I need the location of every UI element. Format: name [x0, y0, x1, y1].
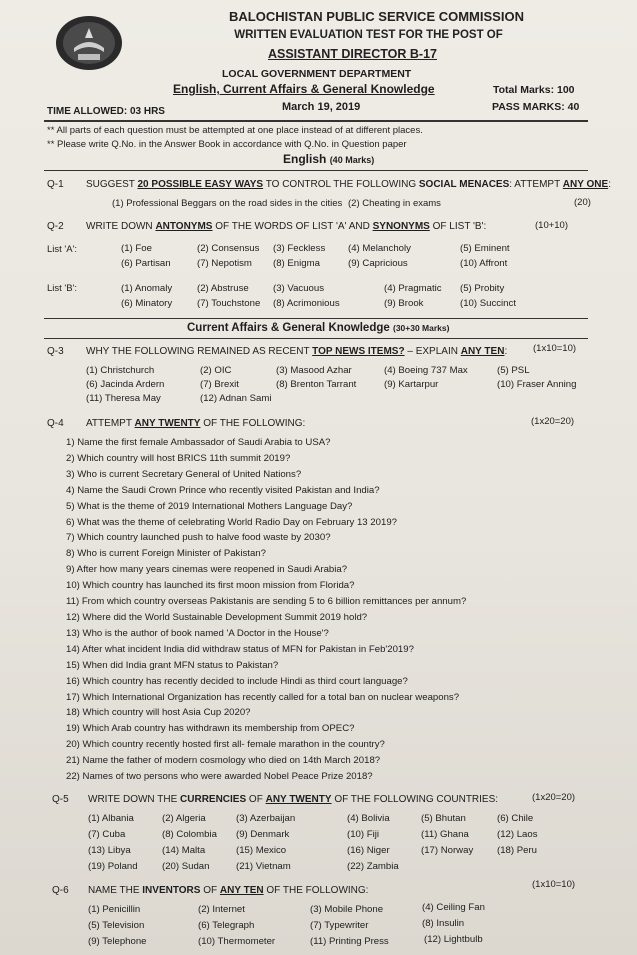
list-a-item: (8) Enigma — [273, 258, 320, 269]
q4-question: 21) Name the father of modern cosmology who died on 14th March 2018? — [66, 755, 381, 767]
q4-question: 11) From which country overseas Pakistanis are sending 5 to 6 billion remittances per annum? — [66, 596, 467, 608]
q5-item: (6) Chile — [497, 813, 534, 824]
list-b-item: (5) Probity — [460, 283, 505, 294]
q5-item: (5) Bhutan — [421, 813, 466, 824]
q6-item: (2) Internet — [198, 904, 245, 915]
q6-item: (9) Telephone — [88, 936, 147, 947]
q3-item: (11) Theresa May — [86, 393, 161, 404]
q3-item: (6) Jacinda Ardern — [86, 379, 165, 390]
q5-item: (2) Algeria — [162, 813, 206, 824]
q5-item: (17) Norway — [421, 845, 474, 856]
list-a-item: (6) Partisan — [121, 258, 171, 269]
q4-marks: (1x20=20) — [531, 416, 575, 427]
q1-number: Q-1 — [47, 179, 64, 190]
list-a-item: (1) Foe — [121, 243, 152, 254]
q4-question: 2) Which country will host BRICS 11th summit 2019? — [66, 452, 291, 464]
q3-number: Q-3 — [47, 346, 64, 357]
q4-question: 1) Name the first female Ambassador of Saudi Arabia to USA? — [66, 437, 331, 448]
q5-marks: (1x20=20) — [532, 792, 576, 803]
list-b-item: (9) Brook — [384, 298, 424, 309]
list-b-item: (4) Pragmatic — [384, 283, 442, 294]
ca-divider — [44, 338, 588, 339]
q4-question: 22) Names of two persons who were awarded Nobel Peace Prize 2018? — [66, 771, 373, 783]
q4-question: 9) After how many years cinemas were reopened in Saudi Arabia? — [66, 564, 348, 576]
q4-question: 13) Who is the author of book named 'A Doctor in the House'? — [66, 627, 329, 639]
q6-item: (4) Ceiling Fan — [422, 902, 485, 913]
q6-item: (6) Telegraph — [198, 920, 255, 931]
q4-question: 5) What is the theme of 2019 International Mothers Language Day? — [66, 500, 353, 512]
list-b-item: (6) Minatory — [121, 298, 173, 309]
q4-question: 17) Which International Organization has recently called for a total ban on nuclear weapons? — [66, 691, 460, 703]
list-a-item: (9) Capricious — [348, 258, 408, 269]
list-a-item: (2) Consensus — [197, 243, 260, 254]
q4-question: 7) Which country launched push to halve food waste by 2030? — [66, 532, 331, 544]
list-b-item: (3) Vacuous — [273, 283, 325, 294]
q5-item: (18) Peru — [497, 845, 537, 856]
q4-question: 3) Who is current Secretary General of United Nations? — [66, 468, 302, 480]
q4-question: 8) Who is current Foreign Minister of Pakistan? — [66, 548, 266, 560]
total-marks: Total Marks: 100 — [493, 84, 575, 96]
list-b-item: (8) Acrimonious — [273, 298, 340, 309]
header-divider — [44, 120, 588, 122]
q4-question: 19) Which Arab country has withdrawn its membership from OPEC? — [66, 723, 355, 735]
q3-item: (2) OIC — [200, 365, 232, 376]
instruction-1: ** All parts of each question must be attempted at one place instead of at different places. — [47, 125, 423, 136]
section-ca-title: Current Affairs & General Knowledge (30+30 Marks) — [187, 322, 450, 334]
q4-question: 20) Which country recently hosted first all- female marathon in the country? — [66, 739, 385, 751]
q3-item: (1) Christchurch — [86, 365, 155, 376]
q5-item: (20) Sudan — [162, 861, 210, 872]
q6-item: (5) Television — [88, 920, 145, 931]
q5-item: (7) Cuba — [88, 829, 126, 840]
q4-question: 16) Which country has recently decided to include Hindi as third court language? — [66, 675, 408, 687]
q5-item: (22) Zambia — [347, 861, 399, 872]
q6-number: Q-6 — [52, 885, 69, 896]
q2-number: Q-2 — [47, 221, 64, 232]
ca-top-divider — [44, 318, 588, 319]
q1-option-1: (1) Professional Beggars on the road sides in the cities — [112, 198, 343, 209]
post-title: ASSISTANT DIRECTOR B-17 — [267, 47, 437, 61]
q5-item: (12) Laos — [497, 829, 538, 840]
q3-item: (3) Masood Azhar — [276, 365, 352, 376]
paper-title: English, Current Affairs & General Knowledge — [173, 82, 435, 96]
q5-number: Q-5 — [52, 794, 69, 805]
q3-text: WHY THE FOLLOWING REMAINED AS RECENT TOP NEWS ITEMS? – EXPLAIN ANY TEN: — [86, 346, 508, 357]
section-english-title: English (40 Marks) — [283, 152, 375, 166]
department: LOCAL GOVERNMENT DEPARTMENT — [222, 68, 412, 80]
q6-item: (3) Mobile Phone — [310, 904, 384, 915]
q6-text: NAME THE INVENTORS OF ANY TEN OF THE FOLLOWING: — [88, 885, 369, 896]
instruction-2: ** Please write Q.No. in the Answer Book in accordance with Q.No. in Question paper — [47, 139, 407, 150]
q4-question: 4) Name the Saudi Crown Prince who recently visited Pakistan and India? — [66, 484, 380, 496]
q6-item: (1) Penicillin — [88, 904, 141, 915]
exam-date: March 19, 2019 — [282, 101, 361, 113]
q5-item: (15) Mexico — [236, 845, 287, 856]
q5-item: (19) Poland — [88, 861, 138, 872]
q6-marks: (1x10=10) — [532, 879, 576, 890]
q3-item: (8) Brenton Tarrant — [276, 379, 357, 390]
list-b-item: (2) Abstruse — [197, 283, 249, 294]
q3-item: (10) Fraser Anning — [497, 379, 577, 390]
q5-text: WRITE DOWN THE CURRENCIES OF ANY TWENTY OF THE FOLLOWING COUNTRIES: — [88, 794, 499, 805]
list-a-item: (3) Feckless — [273, 243, 326, 254]
q5-item: (1) Albania — [88, 813, 134, 824]
q2-marks: (10+10) — [535, 220, 569, 231]
q3-marks: (1x10=10) — [533, 343, 577, 354]
english-divider — [44, 170, 588, 171]
q6-item: (10) Thermometer — [198, 936, 276, 947]
q4-number: Q-4 — [47, 418, 64, 429]
list-b-label: List 'B': — [47, 283, 78, 294]
q5-item: (13) Libya — [88, 845, 131, 856]
q3-item: (9) Kartarpur — [384, 379, 439, 390]
q3-item: (7) Brexit — [200, 379, 239, 390]
q5-item: (3) Azerbaijan — [236, 813, 296, 824]
list-b-item: (1) Anomaly — [121, 283, 173, 294]
q5-item: (4) Bolivia — [347, 813, 390, 824]
q5-item: (11) Ghana — [421, 829, 469, 840]
q4-question: 10) Which country has launched its first moon mission from Florida? — [66, 580, 355, 592]
q4-question: 18) Which country will host Asia Cup 2020? — [66, 707, 251, 719]
list-a-item: (4) Melancholy — [348, 243, 411, 254]
q3-item: (4) Boeing 737 Max — [384, 365, 468, 376]
q6-item: (11) Printing Press — [310, 936, 389, 947]
pass-marks: PASS MARKS: 40 — [492, 101, 580, 113]
q5-item: (21) Vietnam — [236, 861, 291, 872]
list-b-item: (7) Touchstone — [197, 298, 261, 309]
q5-item: (9) Denmark — [236, 829, 290, 840]
q5-item: (16) Niger — [347, 845, 390, 856]
list-a-item: (7) Nepotism — [197, 258, 252, 269]
q4-question: 15) When did India grant MFN status to Pakistan? — [66, 659, 279, 671]
test-title: WRITTEN EVALUATION TEST FOR THE POST OF — [234, 29, 503, 41]
q6-item: (8) Insulin — [422, 918, 465, 929]
list-a-item: (5) Eminent — [460, 243, 510, 254]
list-a-label: List 'A': — [47, 244, 78, 255]
q5-item: (14) Malta — [162, 845, 206, 856]
q6-item: (12) Lightbulb — [424, 934, 483, 945]
q6-item: (7) Typewriter — [310, 920, 369, 931]
q1-marks: (20) — [574, 197, 591, 208]
list-b-item: (10) Succinct — [460, 298, 516, 309]
org-name: BALOCHISTAN PUBLIC SERVICE COMMISSION — [229, 9, 524, 24]
q1-text: SUGGEST 20 POSSIBLE EASY WAYS TO CONTROL THE FOLLOWING SOCIAL MENACES: ATTEMPT ANY ONE: — [86, 179, 611, 190]
q4-question: 12) Where did the World Sustainable Development Summit 2019 hold? — [66, 611, 368, 623]
q4-question-list — [66, 435, 466, 785]
q3-item: (5) PSL — [497, 365, 530, 376]
q5-item: (10) Fiji — [347, 829, 379, 840]
q4-question: 6) What was the theme of celebrating World Radio Day on February 13 2019? — [66, 516, 397, 528]
time-allowed: TIME ALLOWED: 03 HRS — [47, 106, 165, 117]
q4-text: ATTEMPT ANY TWENTY OF THE FOLLOWING: — [86, 418, 306, 429]
q4-question: 14) After what incident India did withdraw status of MFN for Pakistan in Feb'2019? — [66, 643, 414, 655]
q5-item: (8) Colombia — [162, 829, 217, 840]
q2-text: WRITE DOWN ANTONYMS OF THE WORDS OF LIST 'A' AND SYNONYMS OF LIST 'B': — [86, 221, 487, 232]
list-a-item: (10) Affront — [460, 258, 508, 269]
q1-option-2: (2) Cheating in exams — [348, 198, 441, 209]
q3-item: (12) Adnan Sami — [200, 393, 272, 404]
